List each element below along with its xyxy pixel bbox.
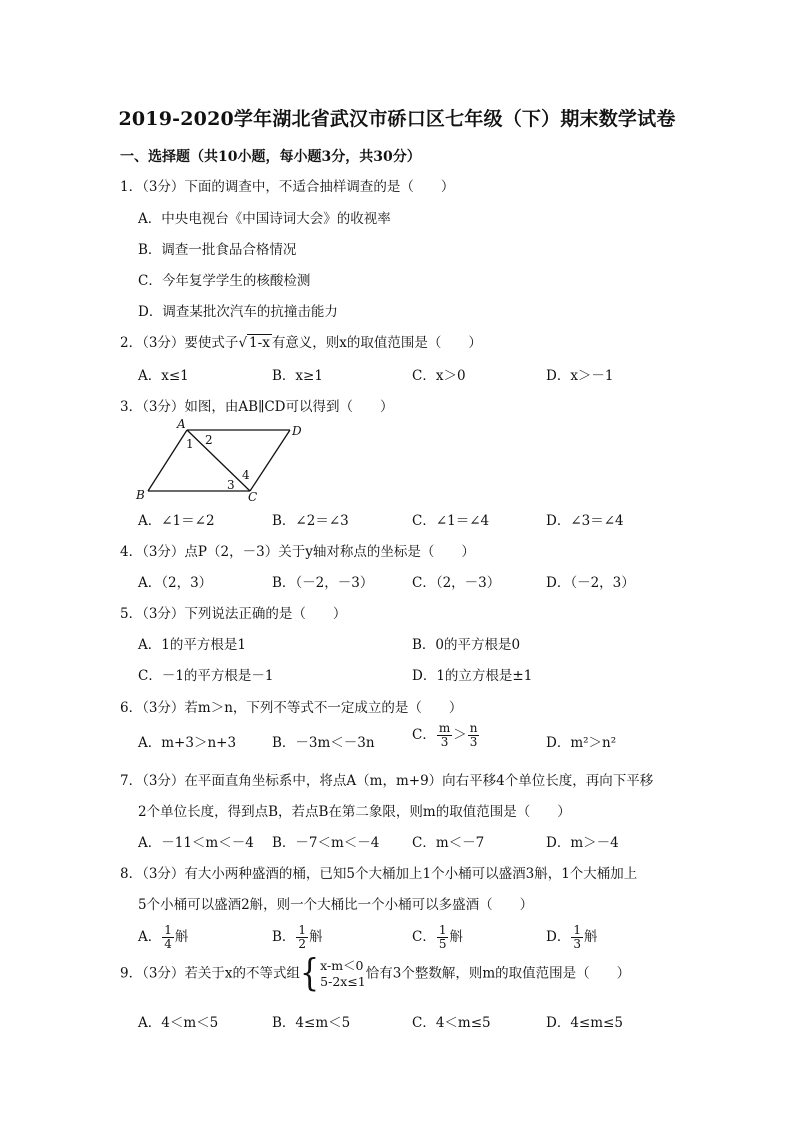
- exam-title: 2019-2020学年湖北省武汉市硚口区七年级（下）期末数学试卷: [118, 108, 676, 130]
- denominator: 2: [298, 937, 307, 951]
- q8-option-a: [138, 924, 188, 951]
- option-prefix: D．: [546, 929, 571, 945]
- unit-label: 斛: [174, 929, 189, 945]
- q8-option-c: [412, 924, 463, 951]
- q5-option-d: D．1的立方根是±1: [412, 668, 533, 684]
- fraction: [296, 924, 308, 951]
- q6-option-c: [412, 722, 480, 749]
- q4-option-d: D．（－2，3）: [546, 575, 635, 591]
- greater-than-sign: ＞: [453, 727, 467, 743]
- segment-cd: [250, 430, 290, 491]
- question-8-line-1: 8．（3分）有大小两种盛酒的桶，已知5个大桶加上1个小桶可以盛酒3斛，1个大桶加上: [120, 866, 638, 882]
- question-7-line-1: 7．（3分）在平面直角坐标系中，将点A（m，m+9）向右平移4个单位长度，再向下平移: [120, 773, 654, 789]
- question-6-stem: 6．（3分）若m＞n，下列不等式不一定成立的是（ ）: [120, 700, 463, 716]
- option-prefix: A．: [138, 929, 162, 945]
- q2-stem-post: 有意义，则x的取值范围是（ ）: [271, 335, 482, 351]
- q7-option-d: D．m＞－4: [546, 835, 619, 851]
- fraction: [162, 924, 174, 951]
- label-d: D: [292, 424, 302, 438]
- denominator: 4: [164, 937, 172, 951]
- label-b: B: [136, 488, 145, 502]
- q9-stem-pre: 9．（3分）若关于x的不等式组: [120, 965, 301, 982]
- q5-option-a: A．1的平方根是1: [138, 637, 246, 653]
- fraction: [437, 924, 449, 951]
- sqrt-symbol: √: [238, 335, 248, 351]
- question-5-stem: 5．（3分）下列说法正确的是（ ）: [120, 606, 347, 622]
- q6-option-a: A．m+3＞n+3: [138, 735, 237, 751]
- fraction: [571, 924, 583, 951]
- q3-option-c: C．∠1＝∠4: [412, 513, 490, 529]
- label-a: A: [177, 418, 186, 431]
- parallelogram-figure: [130, 418, 320, 506]
- q3-option-b: B．∠2＝∠3: [272, 513, 349, 529]
- q6-option-c-prefix: C．: [412, 727, 436, 743]
- fraction: [468, 722, 480, 749]
- left-brace: {: [300, 951, 320, 996]
- q2-radicand: 1-x: [249, 335, 270, 351]
- q1-option-d: D．调查某批次汽车的抗撞击能力: [138, 304, 338, 320]
- angle-1-label: 1: [186, 437, 194, 451]
- option-prefix: B．: [272, 929, 296, 945]
- q9-option-c: C．4＜m≤5: [412, 1015, 491, 1031]
- q9-option-d: D．4≤m≤5: [546, 1015, 623, 1031]
- q2-option-b: B．x≥1: [272, 368, 323, 384]
- question-3-stem: 3．（3分）如图，由AB∥CD可以得到（ ）: [120, 399, 394, 415]
- segment-ab: [148, 430, 187, 491]
- q1-option-b: B．调查一批食品合格情况: [138, 242, 297, 258]
- q4-option-b: B．（－2，－3）: [272, 575, 374, 591]
- q9-stem-post: 恰有3个整数解，则m的取值范围是（ ）: [365, 965, 631, 982]
- q4-option-a: A．（2，3）: [138, 575, 213, 591]
- unit-label: 斛: [583, 929, 598, 945]
- denominator: 3: [440, 735, 449, 749]
- q2-stem-pre: 2．（3分）要使式子: [120, 335, 239, 351]
- q2-option-d: D．x＞－1: [546, 368, 614, 384]
- question-7-line-2: 2个单位长度，得到点B，若点B在第二象限，则m的取值范围是（ ）: [138, 804, 571, 820]
- question-1-stem: 1．（3分）下面的调查中，不适合抽样调查的是（ ）: [120, 179, 455, 195]
- q7-option-b: B．－7＜m＜－4: [272, 835, 380, 851]
- q2-option-a: A．x≤1: [138, 368, 189, 384]
- q6-option-d: D．m²＞n²: [546, 735, 617, 751]
- denominator: 3: [573, 937, 581, 951]
- angle-4-label: 4: [242, 468, 250, 482]
- q7-option-c: C．m＜－7: [412, 835, 485, 851]
- q1-option-c: C．今年复学学生的核酸检测: [138, 273, 311, 289]
- numerator: 1: [438, 923, 447, 937]
- q9-option-b: B．4≤m＜5: [272, 1015, 351, 1031]
- unit-label: 斛: [449, 929, 463, 945]
- q8-option-b: [272, 924, 323, 951]
- angle-2-label: 2: [205, 433, 213, 447]
- q3-option-d: D．∠3＝∠4: [546, 513, 624, 529]
- q4-option-c: C．（2，－3）: [412, 575, 501, 591]
- q3-option-a: A．∠1＝∠2: [138, 513, 215, 529]
- numerator: n: [469, 721, 478, 735]
- inequality-system: [320, 958, 366, 990]
- q5-option-c: C．－1的平方根是－1: [138, 668, 274, 684]
- q6-option-b: B．－3m＜－3n: [272, 735, 375, 751]
- numerator: 1: [164, 923, 172, 937]
- fraction: [437, 722, 452, 749]
- label-c: C: [248, 490, 258, 504]
- question-8-line-2: 5个小桶可以盛酒2斛，则一个大桶比一个小桶可以多盛酒（ ）: [138, 897, 534, 913]
- question-2-stem: [120, 331, 482, 351]
- denominator: 3: [469, 735, 478, 749]
- numerator: 1: [573, 923, 581, 937]
- question-4-stem: 4．（3分）点P（2，－3）关于y轴对称点的坐标是（ ）: [120, 544, 475, 560]
- numerator: 1: [298, 923, 307, 937]
- inequality-1: x-m＜0: [320, 958, 364, 973]
- q7-option-a: A．－11＜m＜－4: [138, 835, 254, 851]
- q5-option-b: B．0的平方根是0: [412, 637, 521, 653]
- inequality-2: 5-2x≤1: [320, 974, 366, 989]
- q1-option-a: A．中央电视台《中国诗词大会》的收视率: [138, 211, 391, 227]
- section-heading: 一、选择题（共10小题，每小题3分，共30分）: [120, 149, 421, 165]
- numerator: m: [438, 721, 451, 735]
- q2-option-c: C．x＞0: [412, 368, 466, 384]
- unit-label: 斛: [309, 929, 323, 945]
- q8-option-d: [546, 924, 597, 951]
- segment-ac: [187, 430, 250, 491]
- question-9-stem: [120, 951, 631, 996]
- q9-option-a: A．4＜m＜5: [138, 1015, 219, 1031]
- angle-3-label: 3: [227, 478, 235, 492]
- option-prefix: C．: [412, 929, 436, 945]
- denominator: 5: [438, 937, 447, 951]
